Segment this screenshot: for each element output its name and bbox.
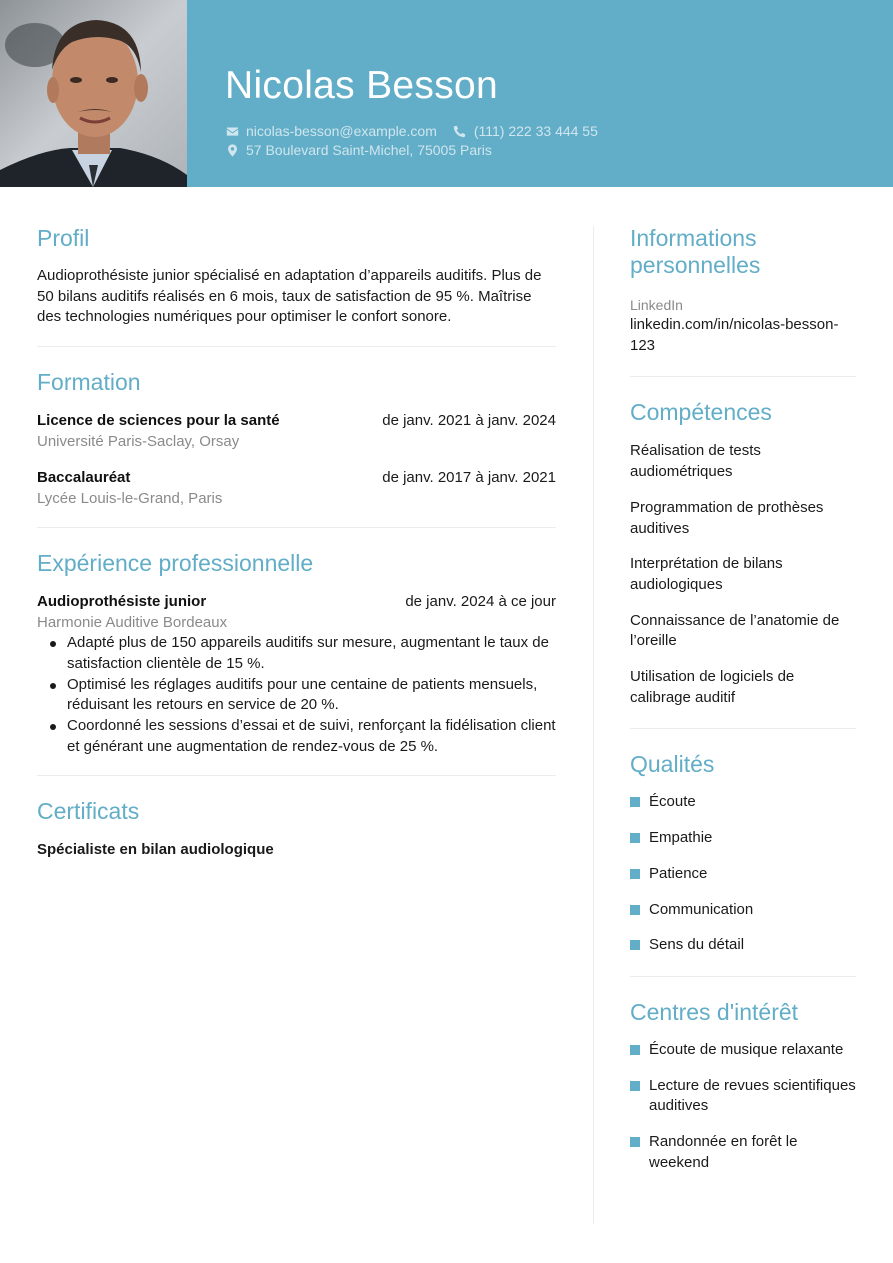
phone-contact[interactable] xyxy=(453,122,598,141)
header-info xyxy=(225,62,614,160)
envelope-icon xyxy=(225,125,239,139)
quality-item: Patience xyxy=(630,864,856,885)
address-row xyxy=(225,141,614,160)
degree-dates: de janv. 2017 à janv. 2021 xyxy=(382,469,556,487)
school-name: Lycée Louis-le-Grand, Paris xyxy=(37,490,223,508)
skill-item: Connaissance de l’anatomie de l’oreille xyxy=(630,611,840,650)
location-pin-icon xyxy=(225,144,239,158)
education-entry xyxy=(37,467,556,509)
section-title-interests: Centres d'intérêt xyxy=(630,998,799,1025)
address-contact xyxy=(225,141,492,160)
company-name: Harmonie Auditive Bordeaux xyxy=(37,614,228,632)
achievement-item: Adapté plus de 150 appareils auditifs sur mesure, augmentant le taux de satisfaction clientèle de 15 %. xyxy=(37,633,556,674)
achievement-item: Optimisé les réglages auditifs pour une centaine de patients mensuels, réduisant les retours en service de 20 %. xyxy=(37,675,556,716)
skill-item: Utilisation de logiciels de calibrage auditif xyxy=(630,668,795,706)
section-title-profile: Profil xyxy=(37,225,90,251)
skill-item: Interprétation de bilans audiologiques xyxy=(630,555,783,593)
certificate-item: Spécialiste en bilan audiologique xyxy=(37,841,274,859)
personal-info-section xyxy=(630,225,856,377)
experience-section xyxy=(37,550,556,776)
profile-photo xyxy=(0,0,187,187)
interests-section xyxy=(630,999,856,1194)
linkedin-link[interactable]: linkedin.com/in/nicolas-besson-123 xyxy=(630,316,839,354)
interest-item: Lecture de revues scientifiques auditives xyxy=(630,1076,856,1117)
email-contact[interactable] xyxy=(225,122,437,141)
school-name: Université Paris-Saclay, Orsay xyxy=(37,433,240,451)
section-title-experience: Expérience professionnelle xyxy=(37,550,314,577)
column-divider xyxy=(593,226,594,1224)
candidate-name: Nicolas Besson xyxy=(225,64,498,107)
education-entry xyxy=(37,410,556,452)
education-section xyxy=(37,369,556,528)
quality-item: Sens du détail xyxy=(630,935,856,956)
experience-entry xyxy=(37,591,556,757)
qualities-list xyxy=(630,792,856,956)
section-title-certificates: Certificats xyxy=(37,798,140,825)
quality-item: Empathie xyxy=(630,828,856,849)
job-role: Audioprothésiste junior xyxy=(37,593,207,611)
contact-row xyxy=(225,122,614,141)
certificates-section xyxy=(37,798,556,878)
linkedin-label: LinkedIn xyxy=(630,297,683,313)
qualities-section xyxy=(630,751,856,977)
sidebar-column xyxy=(630,225,856,1215)
achievement-item: Coordonné les sessions d’essai et de suivi, renforçant la fidélisation client et générant une augmentation de rendez-vous de 25 %. xyxy=(37,716,556,757)
skill-item: Réalisation de tests audiométriques xyxy=(630,442,761,481)
section-title-personal-info: Informations personnelles xyxy=(630,225,761,278)
email-text: nicolas-besson@example.com xyxy=(246,123,437,139)
main-column xyxy=(37,225,556,900)
quality-item: Communication xyxy=(630,900,856,921)
job-dates: de janv. 2024 à ce jour xyxy=(405,593,556,611)
interests-list xyxy=(630,1040,856,1174)
achievement-list xyxy=(37,633,556,757)
header-banner xyxy=(0,0,893,187)
profile-section xyxy=(37,225,556,347)
skill-item: Programmation de prothèses auditives xyxy=(630,498,824,537)
quality-item: Écoute xyxy=(630,792,856,813)
interest-item: Écoute de musique relaxante xyxy=(630,1040,856,1061)
degree-title: Baccalauréat xyxy=(37,469,131,487)
degree-dates: de janv. 2021 à janv. 2024 xyxy=(382,412,556,430)
portrait-illustration xyxy=(0,0,187,187)
degree-title: Licence de sciences pour la santé xyxy=(37,412,280,430)
phone-text: (111) 222 33 444 55 xyxy=(473,123,598,139)
skills-section xyxy=(630,399,856,729)
profile-summary: Audioprothésiste junior spécialisé en adaptation d’appareils auditifs. Plus de 50 bilans auditifs réalisés en 6 mois, taux de satisfaction de 95 %. Maîtrise des technologies numériques pour optimiser le confort sonore. xyxy=(37,267,542,326)
section-title-education: Formation xyxy=(37,369,141,396)
address-text: 57 Boulevard Saint-Michel, 75005 Paris xyxy=(246,142,492,158)
section-title-skills: Compétences xyxy=(630,399,772,426)
section-title-qualities: Qualités xyxy=(630,751,715,778)
interest-item: Randonnée en forêt le weekend xyxy=(630,1132,856,1173)
phone-icon xyxy=(453,125,467,139)
